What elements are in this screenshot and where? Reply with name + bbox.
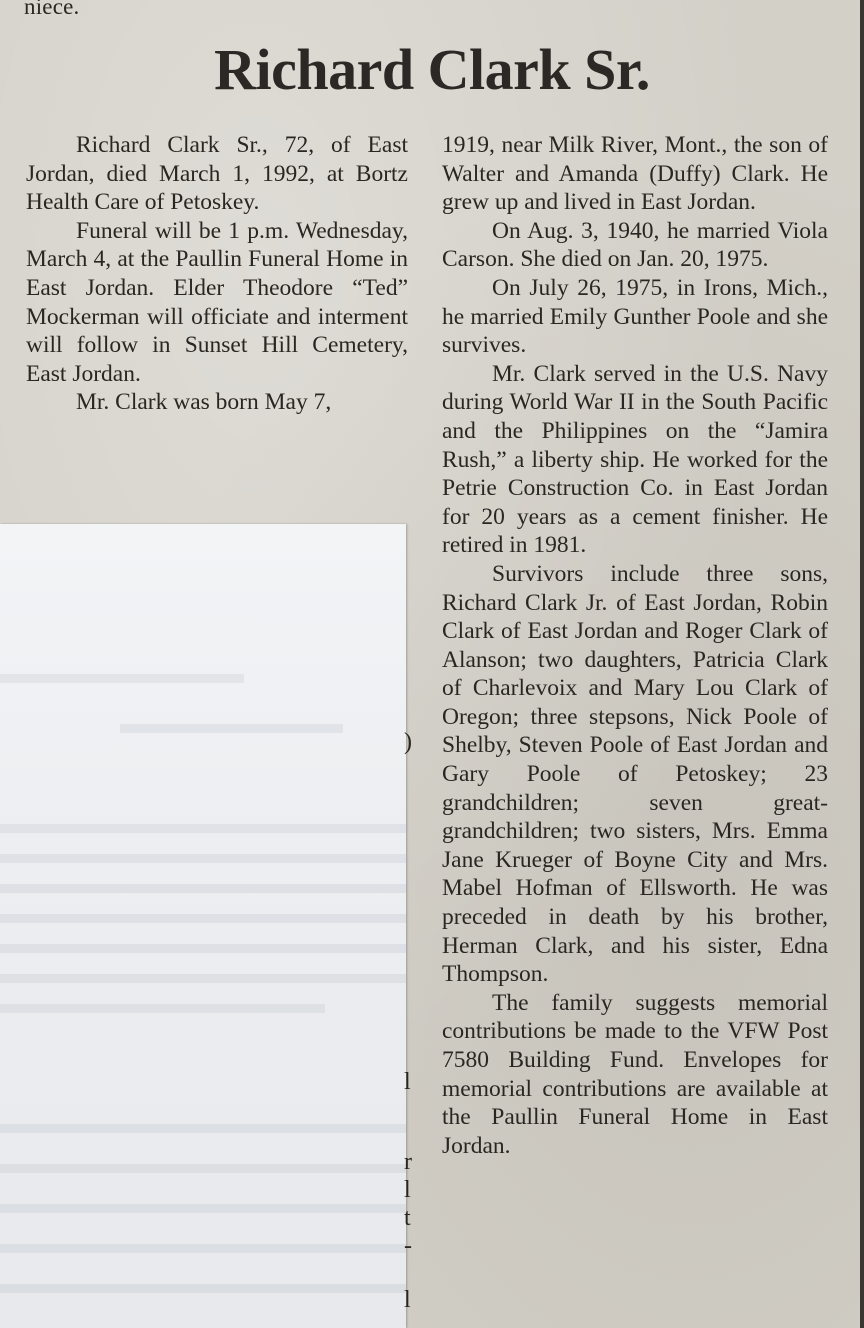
show-through-text-line	[0, 1284, 406, 1293]
adjacent-column-fragment: )	[404, 729, 412, 755]
show-through-text-line	[0, 674, 244, 683]
show-through-text-line	[0, 944, 406, 953]
paragraph-survivors: Survivors include three sons, Richard Clark Jr. of East Jordan, Robin Clark of East Jordan and Roger Clark of Alanson; two daughters, Patricia Clark of Charlevoix and Mary Lou Clark of Oregon; three stepsons, Nick Poole of Shelby, Steven Poole of East Jordan and Gary Poole of Petoskey; 23 grandchildren; seven great-grandchildren; two sisters, Mrs. Emma Jane Krueger of Boyne City and Mrs. Mabel Hofman of Ellsworth. He was preceded in death by his brother, Herman Clark, and his sister, Edna Thompson.	[442, 560, 828, 988]
paragraph-death-notice: Richard Clark Sr., 72, of East Jordan, died March 1, 1992, at Bortz Health Care of Petoskey.	[26, 132, 408, 216]
show-through-text-line	[0, 1244, 406, 1253]
adjacent-column-fragment: -	[404, 1233, 412, 1259]
show-through-text-line	[0, 824, 406, 833]
paragraph-military-career: Mr. Clark served in the U.S. Navy during World War II in the South Pacific and the Philippines on the “Jamira Rush,” a liberty ship. He worked for the Petrie Construction Co. in East Jordan for 20 years as a cement finisher. He retired in 1981.	[442, 360, 828, 559]
show-through-text-line	[0, 1164, 406, 1173]
adjacent-column-fragment: l	[404, 1177, 411, 1203]
show-through-text-line	[0, 1124, 406, 1133]
article-column-left	[26, 131, 408, 417]
previous-article-fragment: niece.	[24, 0, 80, 19]
show-through-text-line	[0, 974, 406, 983]
paragraph-birth-start: Mr. Clark was born May 7,	[76, 389, 332, 416]
paragraph-birth-continued: 1919, near Milk River, Mont., the son of Walter and Amanda (Duffy) Clark. He grew up and lived in East Jordan.	[442, 132, 828, 216]
adjacent-column-fragment: l	[404, 1287, 411, 1313]
paragraph-second-marriage: On July 26, 1975, in Irons, Mich., he married Emily Gunther Poole and she survives.	[442, 274, 828, 359]
adjacent-column-fragment: t	[404, 1205, 411, 1231]
paragraph-funeral-details: Funeral will be 1 p.m. Wednesday, March 4, at the Paullin Funeral Home in East Jordan. Elder Theodore “Ted” Mockerman will officiate and interment will follow in Sunset Hill Cemetery, East Jordan.	[26, 217, 408, 387]
paragraph-memorials: The family suggests memorial contributions be made to the VFW Post 7580 Building Fund. Envelopes for memorial contributions are available at the Paullin Funeral Home in East Jordan.	[442, 989, 828, 1159]
show-through-text-line	[0, 914, 406, 923]
show-through-text-line	[0, 854, 406, 863]
obituary-headline: Richard Clark Sr.	[214, 37, 650, 102]
show-through-text-line	[0, 884, 406, 893]
paragraph-first-marriage: On Aug. 3, 1940, he married Viola Carson. She died on Jan. 20, 1975.	[442, 217, 828, 273]
overlay-paper-sheet	[0, 524, 406, 1328]
show-through-text-line	[0, 1004, 325, 1013]
adjacent-column-fragment: l	[404, 1069, 411, 1095]
show-through-text-line	[0, 1204, 406, 1213]
clipping-right-edge	[860, 0, 864, 1328]
article-column-right	[442, 131, 828, 1160]
adjacent-column-fragment: r	[404, 1149, 412, 1175]
show-through-text-line	[120, 724, 343, 733]
